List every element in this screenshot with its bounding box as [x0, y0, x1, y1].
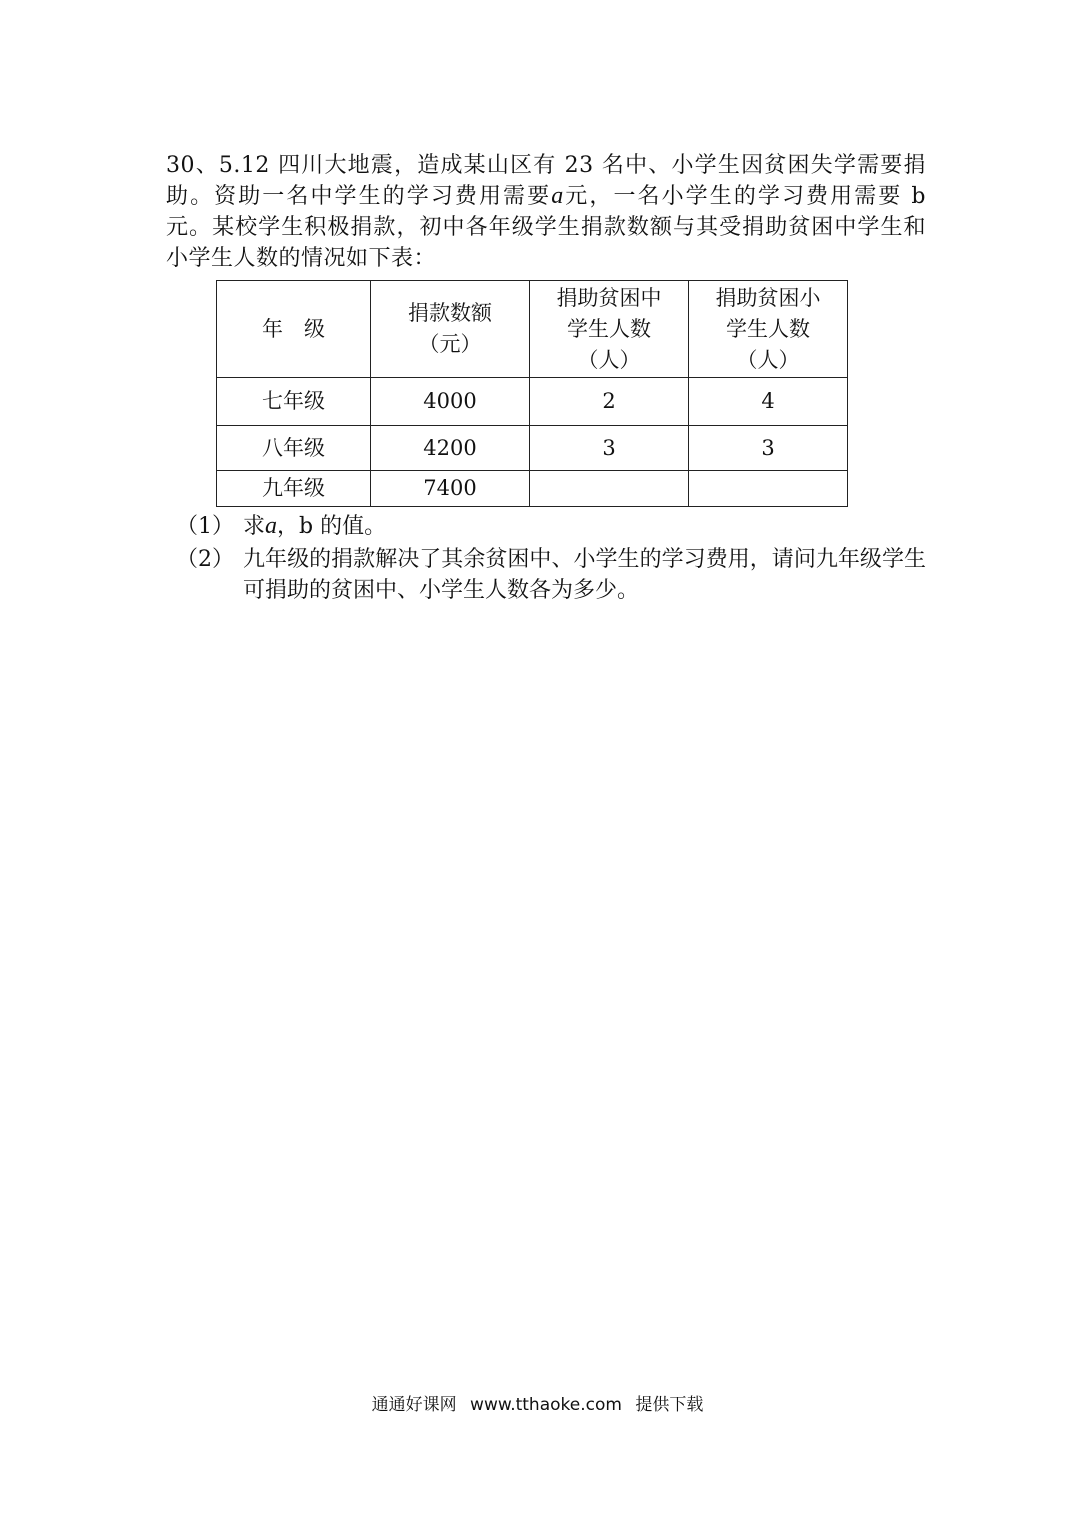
header-primary-students: [689, 281, 848, 378]
table-row: [217, 426, 848, 471]
cell-grade: 七年级: [217, 378, 371, 426]
table-row: [217, 471, 848, 507]
header-primary-line-2: 学生人数: [726, 316, 810, 341]
footer-suffix: 提供下载: [635, 1395, 704, 1415]
cell-amount: 4000: [371, 378, 530, 426]
header-amount-line-2: （元）: [418, 332, 482, 356]
question-2-text: 九年级的捐款解决了其余贫困中、小学生的学习费用，请问九年级学生可捐助的贫困中、小学生人数各为多少。: [243, 547, 926, 603]
question-list: [176, 511, 926, 608]
question-2-number: （2）: [176, 547, 234, 572]
variable-a: a: [551, 183, 564, 209]
question-1: [176, 511, 926, 542]
footer-url: www.tthaoke.com: [470, 1395, 622, 1415]
header-middle-line-3: （人）: [577, 347, 641, 372]
cell-primary: [689, 471, 848, 507]
table-header-row: [217, 281, 848, 378]
table-row: [217, 378, 848, 426]
header-grade: 年 级: [217, 281, 371, 378]
problem-text-part-1: 30、5.12 四川大地震，造成某山区有 23 名中、小学生因贫困失学需要捐助。资助一名中学生的学习费用需要: [166, 153, 926, 209]
header-primary-line-1: 捐助贫困小: [715, 285, 821, 310]
header-primary-line-3: （人）: [736, 347, 800, 372]
footer-site-name: 通通好课网: [371, 1395, 457, 1415]
problem-statement: [166, 150, 926, 274]
header-amount-line-1: 捐款数额: [408, 301, 492, 325]
question-1-number: （1）: [176, 514, 234, 539]
question-1-text-part-1: 求: [243, 514, 266, 539]
problem-text-part-2: 元，一名小学生的学习费用需要 b 元。某校学生积极捐款，初中各年级学生捐款数额与其受捐助贫困中学生和小学生人数的情况如下表：: [166, 184, 926, 271]
donation-table: [216, 280, 848, 507]
question-1-text-part-2: ，b 的值。: [277, 514, 387, 539]
page-footer: [0, 1390, 1075, 1415]
header-middle-line-1: 捐助贫困中: [556, 285, 662, 310]
header-middle-students: [530, 281, 689, 378]
cell-primary: 3: [689, 426, 848, 471]
cell-middle: [530, 471, 689, 507]
cell-amount: 4200: [371, 426, 530, 471]
question-2: [176, 544, 926, 606]
cell-grade: 九年级: [217, 471, 371, 507]
header-middle-line-2: 学生人数: [567, 316, 651, 341]
cell-middle: 3: [530, 426, 689, 471]
question-1-variable-a: a: [265, 513, 278, 539]
header-amount: [371, 281, 530, 378]
cell-middle: 2: [530, 378, 689, 426]
cell-amount: 7400: [371, 471, 530, 507]
cell-primary: 4: [689, 378, 848, 426]
cell-grade: 八年级: [217, 426, 371, 471]
